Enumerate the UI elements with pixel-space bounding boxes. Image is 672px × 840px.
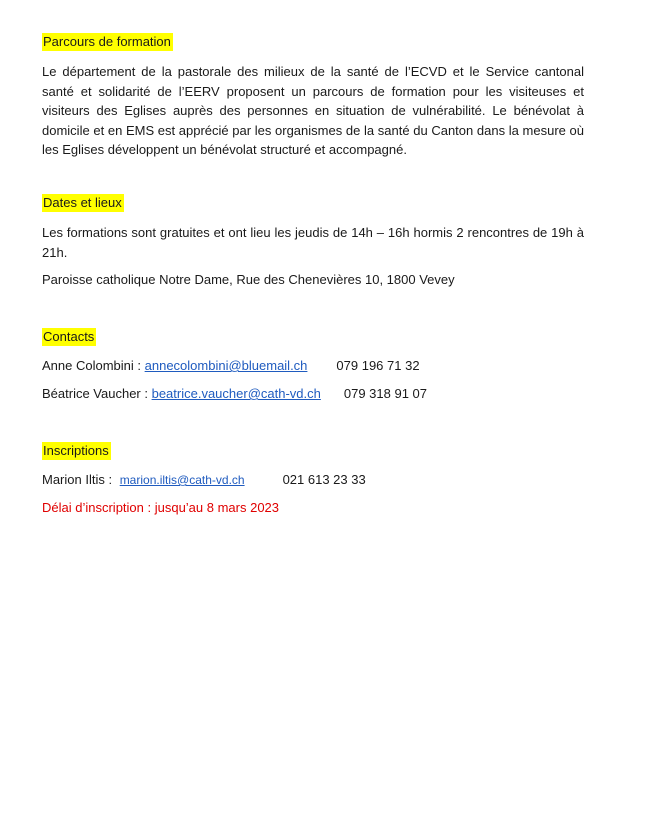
parcours-paragraph: Le département de la pastorale des milieux de la santé de l’ECVD et le Service cantonal santé et solidarité de l’EERV proposent un parcours de formation pour les visiteuses et visiteurs des Eglises auprès des personnes en situation de vulnérabilité. Le bénévolat à domicile et en EMS est apprécié par les organismes de la santé du Canton dans la mesure où les Eglises développent un bénévolat structuré et accompagné.: [42, 64, 584, 157]
heading-inscriptions: Inscriptions: [43, 443, 109, 458]
dates-location: Paroisse catholique Notre Dame, Rue des Chenevières 10, 1800 Vevey: [42, 272, 455, 287]
contact-name: Anne Colombini :: [42, 358, 145, 373]
contact-name: Béatrice Vaucher :: [42, 386, 152, 401]
section-parcours: [42, 33, 584, 51]
contact-email-link[interactable]: annecolombini@bluemail.ch: [144, 358, 308, 373]
contact-row: [42, 356, 584, 375]
heading-contacts: Contacts: [43, 329, 95, 344]
inscription-phone: 021 613 23 33: [282, 472, 366, 487]
section-inscriptions: [42, 442, 584, 460]
section-dates: [42, 194, 584, 212]
contact-row: [42, 384, 584, 403]
inscription-row: [42, 470, 584, 490]
heading-dates: Dates et lieux: [43, 195, 122, 210]
inscription-email-link[interactable]: marion.iltis@cath-vd.ch: [119, 473, 245, 487]
inscription-name: Marion Iltis :: [42, 472, 116, 487]
contact-phone: 079 318 91 07: [343, 386, 428, 401]
contact-phone: 079 196 71 32: [336, 358, 420, 373]
contact-email-link[interactable]: beatrice.vaucher@cath-vd.ch: [151, 386, 321, 401]
heading-parcours: Parcours de formation: [43, 34, 171, 49]
section-contacts: [42, 328, 584, 346]
dates-schedule: Les formations sont gratuites et ont lieu les jeudis de 14h – 16h hormis 2 rencontres de 19h à 21h.: [42, 225, 584, 260]
inscription-deadline: Délai d’inscription : jusqu’au 8 mars 2023: [42, 500, 280, 515]
